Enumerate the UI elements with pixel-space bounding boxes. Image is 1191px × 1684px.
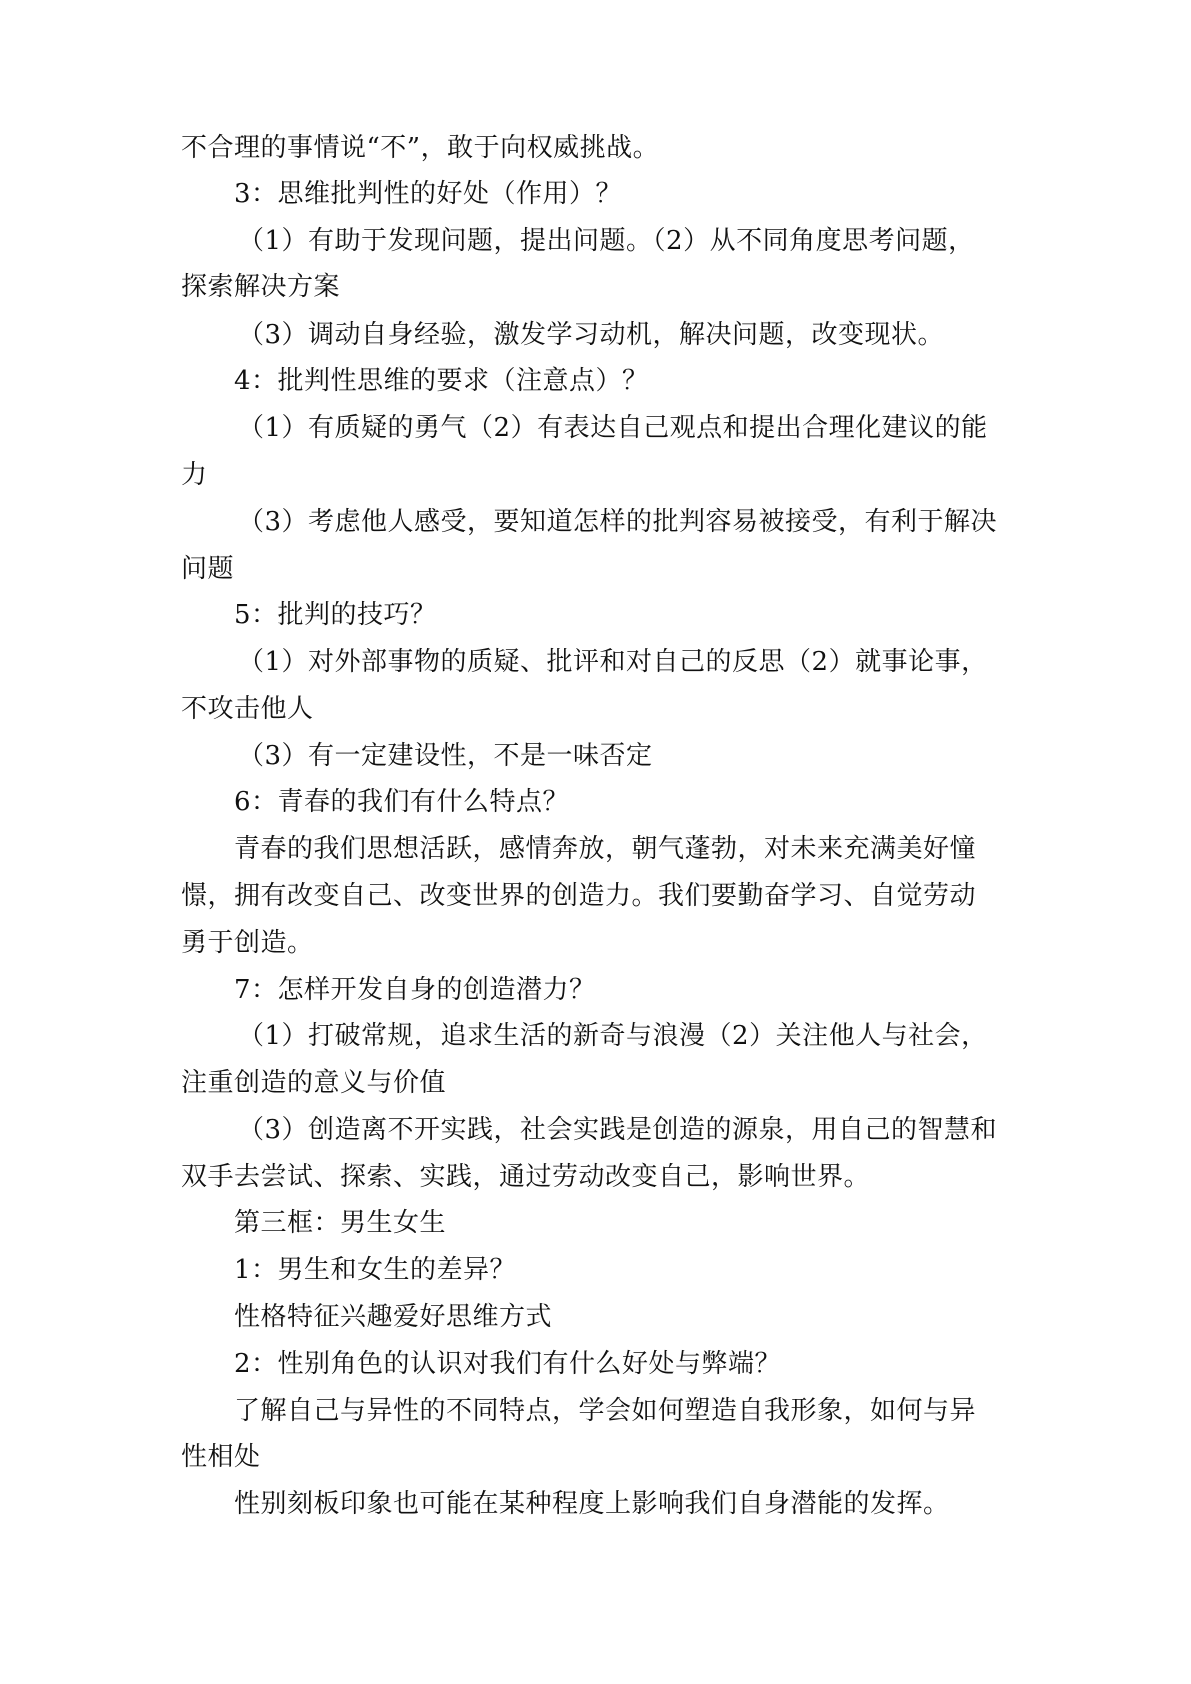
question-heading: 1：男生和女生的差异？ [234, 1255, 517, 1285]
question-heading: 3：思维批判性的好处（作用）？ [234, 179, 623, 209]
text-line: （1）对外部事物的质疑、批评和对自己的反思（2）就事论事， [238, 647, 988, 677]
text-line: 勇于创造。 [181, 928, 314, 958]
question-heading: 4：批判性思维的要求（注意点）？ [234, 366, 649, 396]
text-line: 青春的我们思想活跃，感情奔放，朝气蓬勃，对未来充满美好憧 [234, 834, 977, 864]
question-heading: 7：怎样开发自身的创造潜力？ [234, 975, 596, 1005]
text-line: 注重创造的意义与价值 [181, 1068, 447, 1098]
text-line: 不合理的事情说“不”，敢于向权威挑战。 [181, 133, 660, 163]
text-line: 不攻击他人 [181, 694, 314, 724]
text-line: （1）有助于发现问题，提出问题。（2）从不同角度思考问题， [238, 226, 975, 256]
text-line: （3）创造离不开实践，社会实践是创造的源泉，用自己的智慧和 [238, 1115, 998, 1145]
text-line: （3）有一定建设性，不是一味否定 [238, 741, 653, 771]
text-line: 性别刻板印象也可能在某种程度上影响我们自身潜能的发挥。 [234, 1489, 950, 1519]
question-heading: 2：性别角色的认识对我们有什么好处与弊端？ [234, 1349, 782, 1379]
text-line: 力 [181, 460, 208, 490]
text-line: （3）考虑他人感受，要知道怎样的批判容易被接受，有利于解决 [238, 507, 998, 537]
text-line: 了解自己与异性的不同特点，学会如何塑造自我形象，如何与异 [234, 1396, 977, 1426]
text-line: 问题 [181, 554, 235, 584]
section-heading: 第三框：男生女生 [234, 1208, 447, 1238]
text-line: （1）打破常规，追求生活的新奇与浪漫（2）关注他人与社会， [238, 1021, 988, 1051]
text-line: 憬，拥有改变自己、改变世界的创造力。我们要勤奋学习、自觉劳动 [181, 881, 977, 911]
text-line: （1）有质疑的勇气（2）有表达自己观点和提出合理化建议的能 [238, 413, 988, 443]
question-heading: 6：青春的我们有什么特点？ [234, 787, 570, 817]
question-heading: 5：批判的技巧？ [234, 600, 437, 630]
text-line: （3）调动自身经验，激发学习动机，解决问题，改变现状。 [238, 320, 945, 350]
text-line: 探索解决方案 [181, 272, 341, 302]
text-line: 性格特征兴趣爱好思维方式 [234, 1302, 553, 1332]
text-line: 性相处 [181, 1442, 261, 1472]
text-line: 双手去尝试、探索、实践，通过劳动改变自己，影响世界。 [181, 1162, 871, 1192]
